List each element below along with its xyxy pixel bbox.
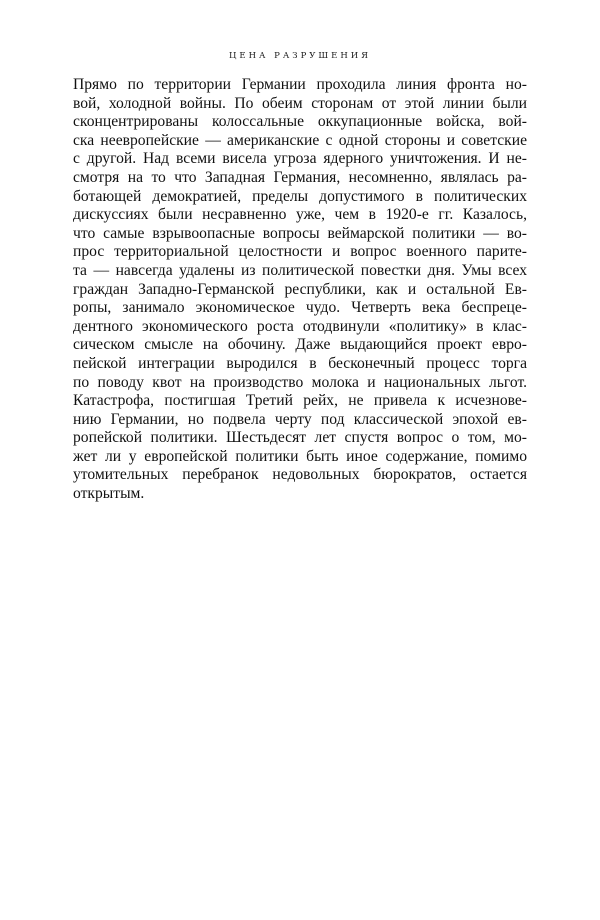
text-line: по поводу квот на производство молока и национальных льгот. (73, 373, 527, 391)
text-line: Прямо по территории Германии проходила линия фронта но- (73, 76, 527, 93)
text-line: та — навсегда удалены из политической повестки дня. Умы всех (73, 261, 527, 279)
running-header: ЦЕНА РАЗРУШЕНИЯ (228, 51, 372, 61)
body-paragraph (73, 76, 527, 504)
text-line: с другой. Над всеми висела угроза ядерного уничтожения. И не- (73, 150, 527, 168)
text-line: ропейской политики. Шестьдесят лет спустя вопрос о том, мо- (73, 429, 527, 447)
text-line: пейской интеграции выродился в бесконечный процесс торга (73, 354, 527, 372)
text-line: ропы, занимало экономическое чудо. Четверть века беспреце- (73, 299, 527, 317)
text-line: жет ли у европейской политики быть иное содержание, помимо (73, 447, 527, 465)
text-line: граждан Западно-Германской республики, как и остальной Ев- (73, 280, 527, 298)
text-line: ска неевропейские — американские с одной стороны и советские (73, 131, 527, 149)
text-line: что самые взрывоопасные вопросы веймарской политики — во- (73, 224, 527, 242)
text-line: утомительных перебранок недовольных бюрократов, остается (73, 466, 527, 484)
text-line: нию Германии, но подвела черту под классической эпохой ев- (73, 410, 527, 428)
text-line: дентного экономического роста отодвинули «политику» в клас- (73, 317, 527, 335)
text-line: смотря на то что Западная Германия, несомненно, являлась ра- (73, 168, 527, 186)
text-line: сконцентрированы колоссальные оккупационные войска, вой- (73, 113, 527, 131)
text-line: сическом смысле на обочину. Даже выдающийся проект евро- (73, 336, 527, 354)
text-line: ботающей демократией, пределы допустимого в политических (73, 187, 527, 205)
text-line: прос территориальной целостности и вопрос военного парите- (73, 243, 527, 261)
text-line: дискуссиях были несравненно уже, чем в 1920-е гг. Казалось, (73, 206, 527, 224)
text-line: вой, холодной войны. По обеим сторонам от этой линии были (73, 94, 527, 112)
text-line: Катастрофа, постигшая Третий рейх, не привела к исчезнове- (73, 392, 527, 410)
text-line-last: открытым. (73, 485, 145, 503)
